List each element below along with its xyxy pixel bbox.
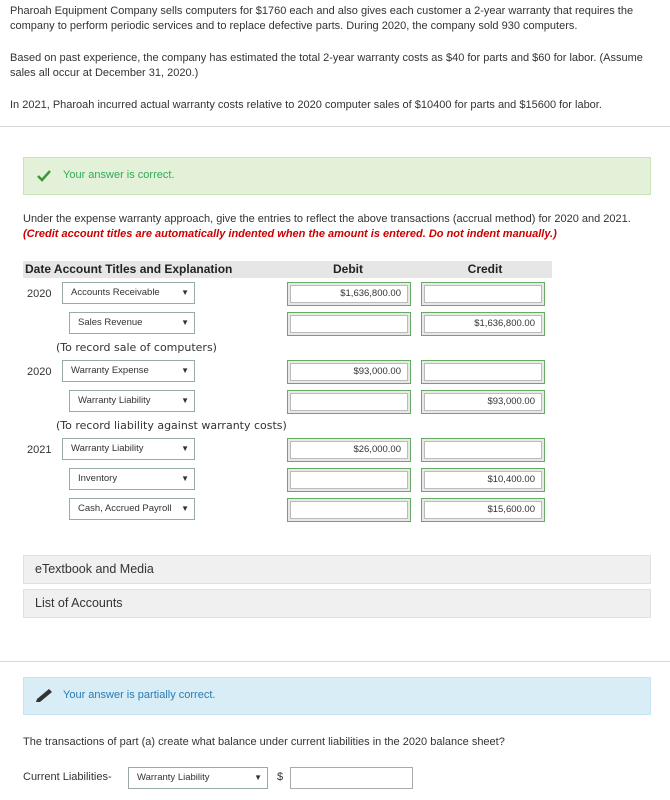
credit-input[interactable] (421, 360, 545, 384)
chevron-down-icon: ▼ (181, 366, 189, 375)
row-year: 2020 (27, 366, 52, 378)
debit-input[interactable] (287, 468, 411, 492)
account-select[interactable]: Warranty Liability ▼ (69, 390, 195, 412)
debit-input[interactable] (287, 498, 411, 522)
chevron-down-icon: ▼ (181, 396, 189, 405)
etextbook-media-link[interactable]: eTextbook and Media (23, 555, 651, 584)
chevron-down-icon: ▼ (181, 504, 189, 513)
entry-note: (To record liability against warranty costs) (56, 419, 287, 432)
debit-input[interactable] (287, 312, 411, 336)
header-date-account: Date Account Titles and Explanation (23, 261, 280, 278)
current-liabilities-label: Current Liabilities- (23, 771, 112, 783)
chevron-down-icon: ▼ (181, 474, 189, 483)
credit-input[interactable]: $10,400.00 (421, 468, 545, 492)
chevron-down-icon: ▼ (181, 444, 189, 453)
row-year: 2020 (27, 288, 52, 300)
chevron-down-icon: ▼ (181, 288, 189, 297)
header-credit: Credit (418, 261, 552, 278)
entry-note: (To record sale of computers) (56, 341, 217, 354)
credit-input[interactable]: $1,636,800.00 (421, 312, 545, 336)
checkmark-icon (37, 170, 51, 182)
account-select[interactable]: Warranty Expense ▼ (62, 360, 195, 382)
account-select[interactable]: Sales Revenue ▼ (69, 312, 195, 334)
instruction (23, 212, 653, 242)
account-select[interactable]: Warranty Liability ▼ (62, 438, 195, 460)
problem-paragraph-3: In 2021, Pharoah incurred actual warranty costs relative to 2020 computer sales of $10400 for parts and $15600 for labor. (10, 99, 602, 111)
pencil-icon (35, 689, 53, 703)
feedback-text: Your answer is partially correct. (63, 689, 216, 701)
account-select[interactable]: Cash, Accrued Payroll ▼ (69, 498, 195, 520)
row-year: 2021 (27, 444, 52, 456)
credit-input[interactable] (421, 282, 545, 306)
partial-feedback-banner (23, 677, 651, 715)
credit-input[interactable]: $93,000.00 (421, 390, 545, 414)
debit-input[interactable]: $93,000.00 (287, 360, 411, 384)
debit-input[interactable]: $26,000.00 (287, 438, 411, 462)
liability-select[interactable]: Warranty Liability ▼ (128, 767, 268, 789)
divider (0, 661, 670, 662)
chevron-down-icon: ▼ (254, 773, 262, 782)
problem-paragraph-1: Pharoah Equipment Company sells computers for $1760 each and also gives each customer a 2-year warranty that requires the company to perform periodic services and to replace defective parts. During 2020, the company sold 930 computers. (10, 5, 634, 32)
credit-input[interactable] (421, 438, 545, 462)
debit-input[interactable]: $1,636,800.00 (287, 282, 411, 306)
feedback-text: Your answer is correct. (63, 169, 175, 181)
currency-symbol: $ (277, 771, 284, 783)
account-select[interactable]: Inventory ▼ (69, 468, 195, 490)
problem-paragraph-2: Based on past experience, the company has estimated the total 2-year warranty costs as $40 for parts and $60 for labor. (Assume sales all occur at December 31, 2020.) (10, 52, 643, 79)
header-debit: Debit (278, 261, 418, 278)
debit-input[interactable] (287, 390, 411, 414)
instruction-note: (Credit account titles are automatically indented when the amount is entered. Do not indent manually.) (23, 228, 557, 240)
correct-feedback-banner (23, 157, 651, 195)
divider (0, 126, 670, 127)
part-b-question: The transactions of part (a) create what balance under current liabilities in the 2020 balance sheet? (23, 736, 505, 748)
list-of-accounts-link[interactable]: List of Accounts (23, 589, 651, 618)
chevron-down-icon: ▼ (181, 318, 189, 327)
amount-input[interactable] (290, 767, 413, 789)
credit-input[interactable]: $15,600.00 (421, 498, 545, 522)
account-select[interactable]: Accounts Receivable ▼ (62, 282, 195, 304)
instruction-text: Under the expense warranty approach, give the entries to reflect the above transactions (accrual method) for 2020 and 2021. (23, 213, 631, 225)
